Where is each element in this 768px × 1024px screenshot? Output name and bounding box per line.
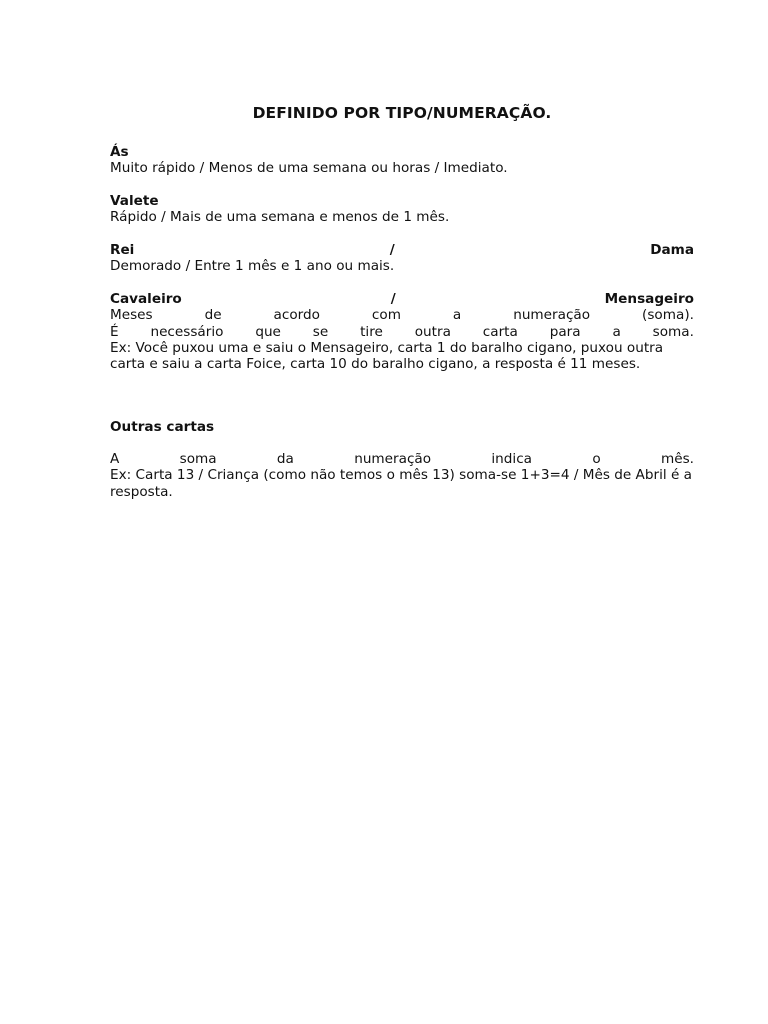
- word: Meses: [110, 307, 153, 324]
- word: acordo: [273, 307, 320, 324]
- text-example-line: resposta.: [110, 483, 173, 500]
- heading-valete: Valete: [110, 193, 159, 209]
- word: se: [312, 323, 329, 340]
- word: carta: [482, 323, 518, 340]
- section-outras-cartas-text: [110, 451, 694, 500]
- section-cavaleiro-mensageiro: [110, 291, 694, 372]
- heading-as: Ás: [110, 144, 129, 160]
- word: soma.: [652, 323, 694, 340]
- word: que: [255, 323, 281, 340]
- text-example-line: carta e saiu a carta Foice, carta 10 do baralho cigano, a resposta é 11 meses.: [110, 356, 641, 373]
- heading-rei: Rei: [110, 242, 135, 258]
- word: a: [452, 307, 462, 324]
- word: (soma).: [642, 307, 694, 324]
- word: numeração: [513, 307, 591, 324]
- word: indica: [491, 451, 533, 467]
- word: da: [276, 451, 294, 467]
- word: outra: [414, 323, 451, 340]
- heading-cavaleiro-mensageiro: [110, 291, 694, 307]
- word: com: [371, 307, 401, 324]
- heading-dama: Dama: [650, 242, 694, 258]
- text-valete: Rápido / Mais de uma semana e menos de 1 mês.: [110, 209, 450, 226]
- word: tire: [360, 323, 383, 340]
- word: a: [612, 323, 621, 340]
- section-outras-cartas: [110, 419, 694, 435]
- heading-rei-dama: [110, 242, 694, 258]
- word: necessário: [150, 323, 224, 340]
- text-example-line: Ex: Você puxou uma e saiu o Mensageiro, carta 1 do baralho cigano, puxou outra: [110, 339, 664, 356]
- text-line: [110, 307, 694, 323]
- word: mês.: [660, 451, 694, 467]
- word: de: [204, 307, 222, 324]
- heading-cavaleiro: Cavaleiro: [110, 291, 182, 307]
- word: soma: [179, 451, 217, 467]
- document-title: DEFINIDO POR TIPO/NUMERAÇÃO.: [252, 104, 552, 122]
- heading-outras-cartas: Outras cartas: [110, 419, 215, 435]
- text-rei-dama: Demorado / Entre 1 mês e 1 ano ou mais.: [110, 258, 395, 275]
- section-as: [110, 144, 694, 177]
- word: o: [592, 451, 601, 467]
- word: numeração: [354, 451, 432, 467]
- heading-slash: /: [389, 242, 395, 258]
- text-example-line: Ex: Carta 13 / Criança (como não temos o mês 13) soma-se 1+3=4 / Mês de Abril é a: [110, 467, 692, 484]
- word: para: [549, 323, 581, 340]
- heading-mensageiro: Mensageiro: [604, 291, 694, 307]
- section-valete: [110, 193, 694, 226]
- text-line: [110, 451, 694, 467]
- text-line: [110, 324, 694, 340]
- section-rei-dama: [110, 242, 694, 275]
- word: A: [110, 451, 120, 467]
- text-as: Muito rápido / Menos de uma semana ou horas / Imediato.: [110, 160, 508, 177]
- heading-slash: /: [390, 291, 396, 307]
- word: É: [110, 323, 119, 340]
